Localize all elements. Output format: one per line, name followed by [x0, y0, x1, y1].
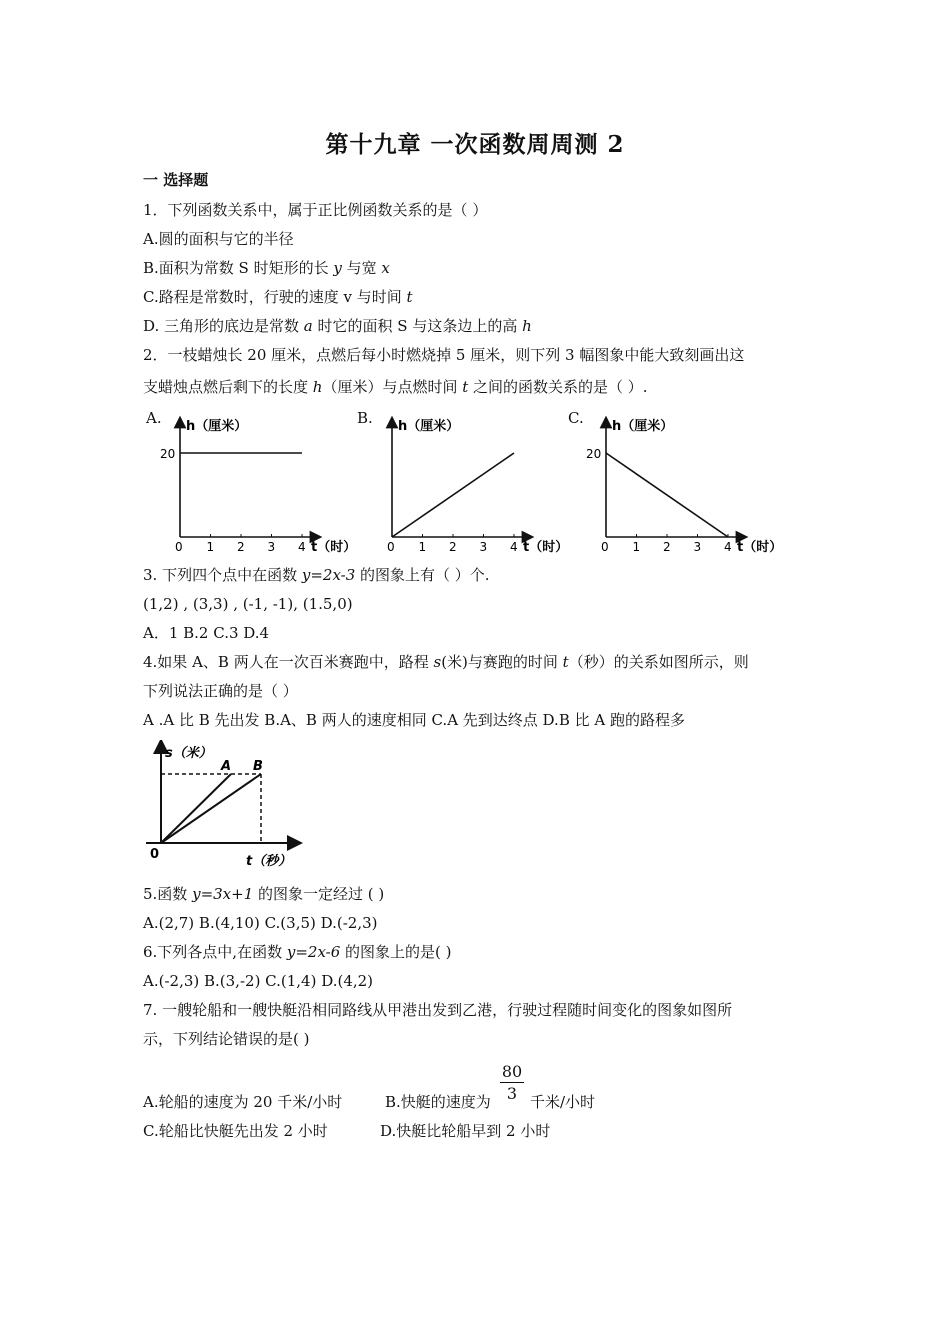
q6-text-b: 的图象上的是( ): [340, 943, 452, 961]
q7-line2: 示，下列结论错误的是( ): [143, 1030, 310, 1048]
q4-y-label: s（米）: [165, 746, 212, 761]
q7-fraction: [500, 1062, 524, 1103]
q6-options: A.(-2,3) B.(3,-2) C.(1,4) D.(4,2): [143, 972, 374, 990]
q2-var-h: h: [312, 378, 323, 396]
q3-stem: [143, 565, 490, 585]
graph-b-series-line: [392, 453, 514, 537]
q4-line-b: [161, 774, 261, 843]
graph-b-y-label: h（厘米）: [398, 419, 460, 434]
q4-label-a: A: [221, 759, 232, 774]
section-heading: 一 选择题: [143, 171, 209, 189]
q1-b-var-x: x: [381, 259, 390, 277]
graph-c-y-label: h（厘米）: [612, 419, 674, 434]
graph-c-label: C.: [568, 409, 584, 427]
q1-b-mid: 与宽: [341, 259, 382, 277]
graph-a-x-tick: 0: [175, 540, 183, 554]
graph-b-x-tick: 2: [449, 540, 457, 554]
q1-b-text: B.面积为常数 S 时矩形的长: [143, 259, 334, 277]
q5-stem: [143, 884, 384, 904]
q4-var-s: s: [433, 653, 442, 671]
q4-text-c: （秒）的关系如图所示，则: [568, 653, 749, 671]
q4-options: A .A 比 B 先出发 B.A、B 两人的速度相同 C.A 先到达终点 D.B 比 A 跑的路程多: [143, 711, 685, 729]
graph-c-x-tick: 0: [601, 540, 609, 554]
q5-function: y=3x+1: [192, 885, 254, 903]
graph-b-label: B.: [357, 409, 373, 427]
graph-c-x-tick: 2: [663, 540, 671, 554]
q7-option-a: A.轮船的速度为 20 千米/小时: [143, 1093, 343, 1111]
graph-c-x-tick: 1: [632, 540, 641, 554]
q7-option-d: D.快艇比轮船早到 2 小时: [380, 1122, 551, 1140]
q1-option-a: A.圆的面积与它的半径: [143, 230, 294, 248]
q1-d-var-a: a: [303, 317, 313, 335]
q2-var-t: t: [462, 378, 469, 396]
q1-stem: 1．下列函数关系中，属于正比例函数关系的是（ ）: [143, 201, 488, 219]
q3-text-a: 3. 下列四个点中在函数: [143, 566, 302, 584]
graph-c-x-tick: 3: [693, 540, 702, 554]
q7-option-b-suffix: 千米/小时: [530, 1093, 596, 1111]
graph-a-y-tick: 20: [160, 447, 176, 461]
q6-function: y=2x-6: [286, 943, 341, 961]
q4-line1: [143, 652, 749, 672]
q1-d-var-h: h: [522, 317, 532, 335]
q2-text-b: （厘米）与点燃时间: [322, 378, 463, 396]
q2-text-a: 支蜡烛点燃后剩下的长度: [143, 378, 313, 396]
page-title: 第十九章 一次函数周周测 2: [325, 131, 625, 158]
graph-a-x-label: t（时）: [311, 540, 357, 555]
q2-text-c: 之间的函数关系的是（ ）.: [468, 378, 648, 396]
q7-line1: 7. 一艘轮船和一艘快艇沿相同路线从甲港出发到乙港，行驶过程随时间变化的图象如图所: [143, 1001, 733, 1019]
q1-c-var-t: t: [406, 288, 413, 306]
q5-text-a: 5.函数: [143, 885, 193, 903]
q4-x-label: t（秒）: [246, 854, 292, 869]
graph-a-x-tick: 3: [267, 540, 276, 554]
q1-b-var-y: y: [333, 259, 342, 277]
fraction-denominator: 3: [506, 1084, 518, 1103]
graph-a-y-label: h（厘米）: [186, 419, 248, 434]
q3-function: y=2x-3: [301, 566, 356, 584]
q5-text-b: 的图象一定经过 ( ): [253, 885, 385, 903]
graph-b-x-tick: 4: [510, 540, 518, 554]
q6-text-a: 6.下列各点中,在函数: [143, 943, 287, 961]
graph-c-y-tick: 20: [586, 447, 602, 461]
q2-line1: 2．一枝蜡烛长 20 厘米，点燃后每小时燃烧掉 5 厘米，则下列 3 幅图象中能大致刻画出这: [143, 346, 745, 364]
graph-c-x-tick: 4: [724, 540, 732, 554]
q1-d-text: D. 三角形的底边是常数: [143, 317, 304, 335]
q4-text-b: (米)与赛跑的时间: [441, 653, 563, 671]
fraction-numerator: 80: [501, 1062, 523, 1081]
q4-line2: 下列说法正确的是（ ）: [143, 682, 298, 700]
graph-a-x-tick: 4: [298, 540, 306, 554]
q3-points: (1,2) , (3,3) , (-1, -1), (1.5,0): [143, 595, 353, 613]
graph-a-x-tick: 2: [237, 540, 245, 554]
graph-a-label: A.: [146, 409, 162, 427]
q7-option-b-prefix: B.快艇的速度为: [385, 1093, 491, 1111]
q3-options: A．1 B.2 C.3 D.4: [143, 624, 270, 642]
q4-origin: 0: [150, 847, 160, 862]
graph-b-x-label: t（时）: [523, 540, 569, 555]
graph-c-series-line: [606, 453, 728, 537]
q4-var-t: t: [562, 653, 569, 671]
q1-c-text: C.路程是常数时，行驶的速度 v 与时间: [143, 288, 407, 306]
q4-text-a: 4.如果 A、B 两人在一次百米赛跑中，路程: [143, 653, 434, 671]
fraction-bar: [500, 1082, 524, 1083]
q4-graph: [140, 740, 310, 872]
graph-c-x-label: t（时）: [737, 540, 783, 555]
q1-d-mid: 时它的面积 S 与这条边上的高: [312, 317, 523, 335]
graph-b-x-tick: 3: [479, 540, 488, 554]
q7-option-c: C.轮船比快艇先出发 2 小时: [143, 1122, 328, 1140]
graph-b-x-tick: 0: [387, 540, 395, 554]
graph-a-x-tick: 1: [206, 540, 215, 554]
q6-stem: [143, 942, 452, 962]
graph-b-x-tick: 1: [418, 540, 427, 554]
q4-line-a: [161, 774, 231, 843]
q4-label-b: B: [253, 759, 263, 774]
q3-text-b: 的图象上有（ ）个.: [355, 566, 490, 584]
q5-options: A.(2,7) B.(4,10) C.(3,5) D.(-2,3): [143, 914, 378, 932]
